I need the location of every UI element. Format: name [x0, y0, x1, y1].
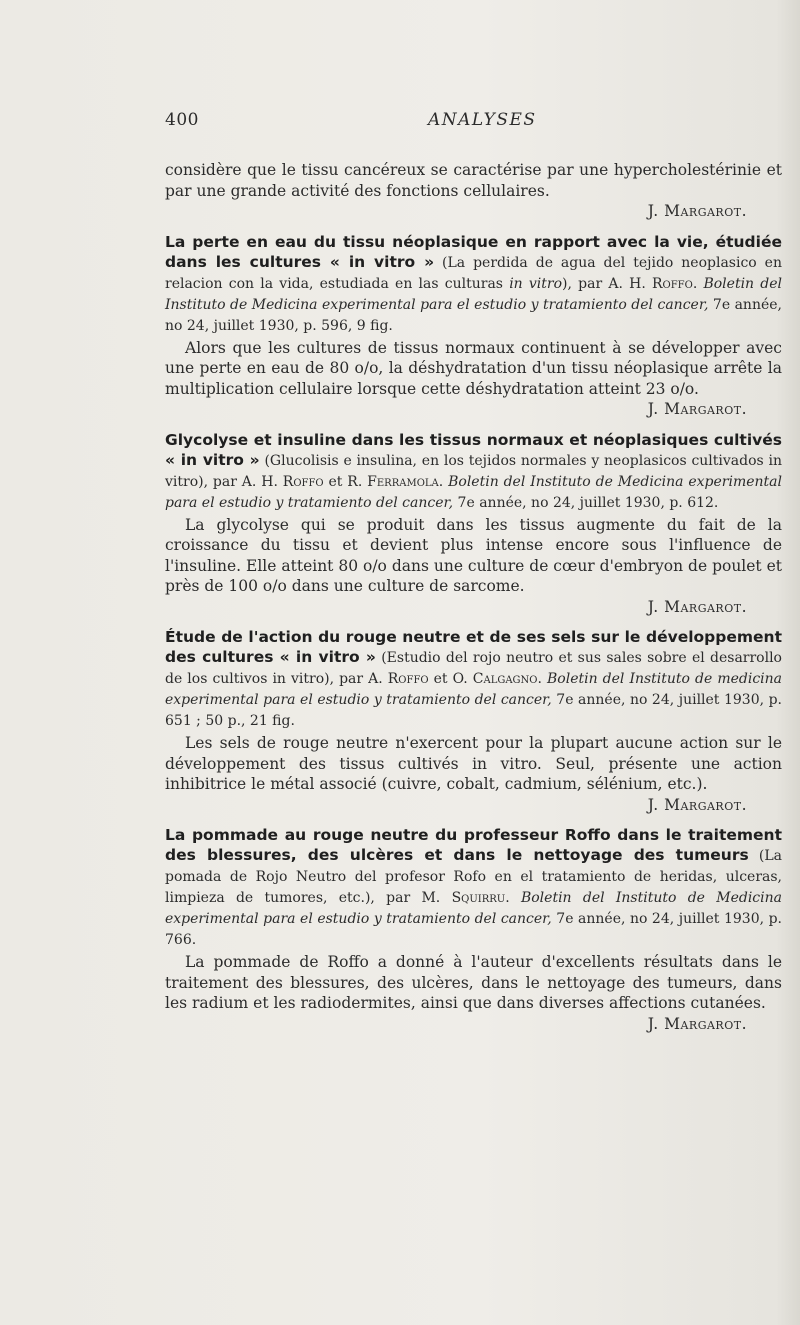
entry-title: Étude de l'action du rouge neutre et de ses sels sur le développement des cultures « in vitro »: [165, 628, 782, 666]
entry-heading: [165, 627, 782, 731]
entry-signature: J. Margarot.: [647, 400, 747, 418]
entry-reference: (Estudio del rojo neutro et sus sales sobre el desarrollo de los cultivos in vitro), par A. Roffo et O. Calgagno. Boletin del Instituto de medicina experimental para el estudio y tratamiento del cancer, 7e année, no 24, juillet 1930, p. 651 ; 50 p., 21 fig.: [165, 650, 783, 729]
entry-heading: [165, 232, 782, 336]
page-content: [165, 160, 782, 1044]
entry-heading: [165, 825, 782, 950]
entry-body: Les sels de rouge neutre n'exercent pour la plupart aucune action sur le développement des tissus cultivés in vitro. Seul, présente une action inhibitrice le métal associé (cuivre, cobalt, cadmium, sélénium, etc.).: [165, 734, 782, 793]
page-number: 400: [165, 110, 199, 130]
intro-signature: J. Margarot.: [647, 202, 747, 220]
intro-paragraph: considère que le tissu cancéreux se caractérise par une hypercholestérinie et par une grande activité des fonctions cellulaires.: [165, 161, 782, 200]
entry-reference: (La pomada de Rojo Neutro del profesor Rofo en el tratamiento de heridas, ulceras, limpieza de tumores, etc.), par M. Squirru. Boletin del Instituto de Medicina experimental para el estudio y tratamiento del cancer, 7e année, no 24, juillet 1930, p. 766.: [165, 848, 782, 948]
author-name: Ferramola: [367, 473, 439, 490]
journal-title: Boletin del Instituto de Medicina experimental para el estudio y tratamiento del cancer,: [165, 473, 782, 511]
author-name: Roffo: [282, 473, 324, 490]
journal-title: Boletin del Instituto de medicina experimental para el estudio y tratamiento del cancer,: [165, 671, 783, 708]
journal-title: Boletin del Instituto de Medicina experimental para el estudio y tratamiento del cancer,: [165, 275, 782, 313]
abstract-entry: [165, 825, 782, 1034]
entry-reference: (La perdida de agua del tejido neoplasico en relacion con la vida, estudiada en las culturas in vitro), par A. H. Roffo. Boletin del Instituto de Medicina experimental para el estudio y tratamiento del cancer, 7e année, no 24, juillet 1930, p. 596, 9 fig.: [165, 254, 782, 334]
journal-title: Boletin del Instituto de Medicina experimental para el estudio y tratamiento del cancer,: [165, 890, 782, 927]
author-name: Roffo: [387, 671, 429, 687]
author-name: Calgagno: [472, 671, 538, 687]
abstract-entry: [165, 430, 782, 618]
abstract-entry: [165, 232, 782, 420]
abstract-entry: [165, 627, 782, 815]
entry-title: La pommade au rouge neutre du professeur Roffo dans le traitement des blessures, des ulcères et dans le nettoyage des tumeurs: [165, 826, 782, 864]
entry-body: La pommade de Roffo a donné à l'auteur d'excellents résultats dans le traitement des blessures, des ulcères, dans le nettoyage des tumeurs, dans les radium et les radiodermites, ainsi que dans diverses affections cutanées.: [165, 953, 782, 1012]
entry-reference: (Glucolisis e insulina, en los tejidos normales y neoplasicos cultivados in vitro), par A. H. Roffo et R. Ferramola. Boletin del Instituto de Medicina experimental para el estudio y tratamiento del cancer, 7e année, no 24, juillet 1930, p. 612.: [165, 452, 782, 511]
entry-signature: J. Margarot.: [647, 1014, 747, 1033]
entry-signature: J. Margarot.: [647, 795, 747, 814]
entry-title: Glycolyse et insuline dans les tissus normaux et néoplasiques cultivés « in vitro »: [165, 430, 782, 469]
entry-heading: [165, 430, 782, 513]
entry-title: La perte en eau du tissu néoplasique en rapport avec la vie, étudiée dans les cultures « in vitro »: [165, 232, 782, 271]
page-header: [165, 110, 785, 134]
entry-body: La glycolyse qui se produit dans les tissus augmente du fait de la croissance du tissu et devient plus intense encore sous l'influence de l'insuline. Elle atteint 80 o/o dans une culture de cœur d'embryon de poulet et près de 100 o/o dans une culture de sarcome.: [165, 515, 782, 595]
author-name: Roffo: [651, 275, 693, 292]
author-name: Squirru: [451, 890, 506, 906]
entry-body: Alors que les cultures de tissus normaux continuent à se développer avec une perte en eau de 80 o/o, la déshydratation d'un tissu néoplasique arrête la multiplication cellulaire lorsque cette déshydratation atteint 23 o/o.: [165, 338, 782, 398]
entry-signature: J. Margarot.: [647, 597, 747, 616]
running-title: ANALYSES: [428, 110, 537, 130]
